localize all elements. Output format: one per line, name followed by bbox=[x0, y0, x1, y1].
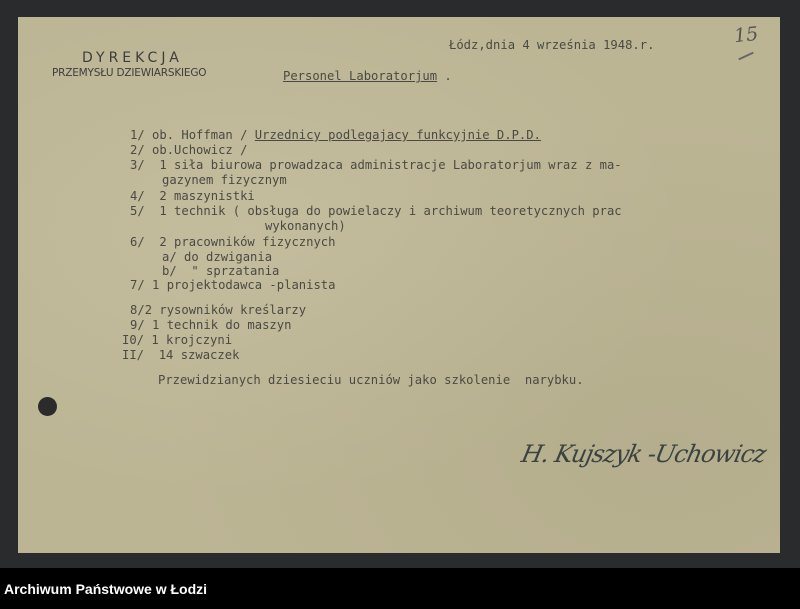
list-item-9: 9/ 1 technik do maszyn bbox=[130, 318, 292, 332]
archive-name: Archiwum Państwowe w Łodzi bbox=[4, 581, 208, 597]
archive-footer-bar bbox=[0, 568, 800, 609]
handwritten-signature: H. Kujszyk -Uchowicz bbox=[519, 440, 769, 468]
list-item-5-continuation: wykonanych) bbox=[265, 219, 346, 233]
list-item-10: I0/ 1 krojczyni bbox=[122, 333, 233, 347]
list-item-4: 4/ 2 maszynistki bbox=[130, 189, 255, 203]
list-item-11: II/ 14 szwaczek bbox=[122, 348, 240, 362]
list-item-6b: b/ " sprzatania bbox=[162, 264, 280, 278]
letterhead-subtitle: PRZEMYSŁU DZIEWIARSKIEGO bbox=[52, 67, 207, 79]
group-note: Urzednicy podlegajacy funkcyjnie D.P.D. bbox=[254, 128, 541, 142]
list-item-1: 1/ ob. Hoffman / Urzednicy podlegajacy funkcyjnie D.P.D. bbox=[130, 128, 541, 142]
letterhead-title: DYREKCJA bbox=[82, 50, 183, 66]
closing-note: Przewidzianych dziesieciu uczniów jako szkolenie narybku. bbox=[158, 373, 584, 387]
list-item-2: 2/ ob.Uchowicz / bbox=[130, 143, 248, 157]
punch-hole bbox=[38, 397, 57, 416]
list-item-7: 7/ 1 projektodawca -planista bbox=[130, 278, 336, 292]
page-number: 15 bbox=[732, 22, 760, 48]
list-item-6a: a/ do dzwigania bbox=[162, 250, 273, 264]
list-item-8: 8/2 rysowników kreślarzy bbox=[130, 303, 307, 317]
list-item-5: 5/ 1 technik ( obsługa do powielaczy i archiwum teoretycznych prac bbox=[130, 204, 622, 218]
subject-title: Personel Laboratorjum bbox=[283, 69, 438, 83]
list-item-3-continuation: gazynem fizycznym bbox=[162, 173, 287, 187]
list-item-3: 3/ 1 siła biurowa prowadzaca administracje Laboratorjum wraz z ma- bbox=[130, 158, 622, 172]
date-line: Łódz,dnia 4 września 1948.r. bbox=[449, 38, 655, 52]
subject-line: Personel Laboratorjum . bbox=[283, 69, 452, 83]
list-item-6: 6/ 2 pracowników fizycznych bbox=[130, 235, 336, 249]
